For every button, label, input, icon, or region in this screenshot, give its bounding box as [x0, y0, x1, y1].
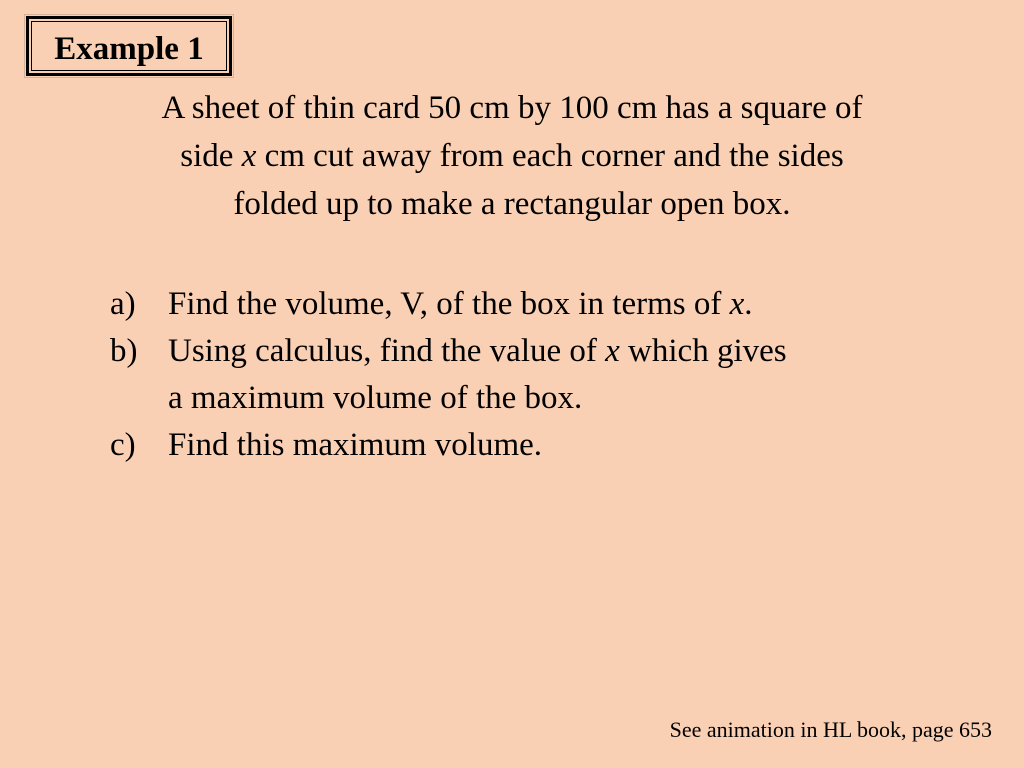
- variable-x: x: [729, 286, 745, 322]
- part-c-text: Find this maximum volume.: [168, 427, 543, 463]
- question-part-c: [110, 422, 930, 469]
- part-label: c): [110, 427, 136, 463]
- part-a-text-end: .: [744, 286, 753, 322]
- part-text: [168, 328, 787, 422]
- part-label: a): [110, 286, 136, 322]
- part-b-line-2: a maximum volume of the box.: [168, 380, 583, 416]
- intro-line-2-end: cm cut away from each corner and the sides: [256, 138, 844, 174]
- question-part-b: [110, 328, 930, 422]
- title-box: [26, 16, 232, 76]
- intro-line-3: folded up to make a rectangular open box.: [233, 186, 791, 222]
- question-part-a: [110, 281, 930, 328]
- variable-x: x: [605, 333, 620, 369]
- slide-title: Example 1: [54, 31, 204, 67]
- footnote-reference: See animation in HL book, page 653: [669, 717, 992, 742]
- question-parts-list: [110, 281, 930, 469]
- intro-line-1: A sheet of thin card 50 cm by 100 cm has a square of: [161, 90, 863, 126]
- part-text: [168, 422, 542, 469]
- part-b-text-start: Using calculus, find the value of: [168, 333, 606, 369]
- part-text: [168, 281, 753, 328]
- part-a-text-start: Find the volume, V, of the box in terms of: [168, 286, 730, 322]
- intro-line-2-start: side: [180, 138, 242, 174]
- problem-statement: [60, 84, 964, 228]
- part-b-text-end: which gives: [619, 333, 787, 369]
- variable-x: x: [241, 138, 257, 174]
- part-label: b): [110, 333, 138, 369]
- intro-line-2: [60, 132, 964, 180]
